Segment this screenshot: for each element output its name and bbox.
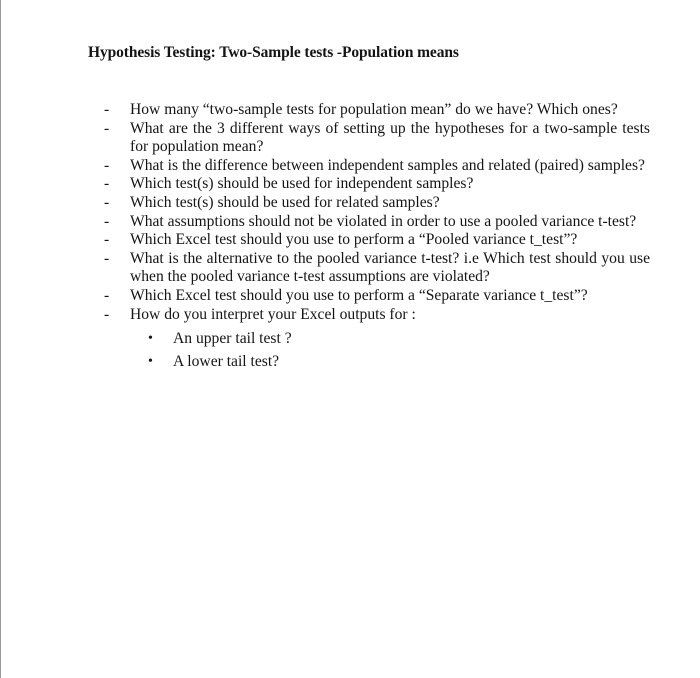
round-bullet: • [148,354,153,370]
sub-question-item [130,327,650,350]
question-item [104,250,650,287]
dash-bullet: - [104,175,110,193]
question-item [104,101,650,120]
dash-bullet: - [104,231,110,249]
question-list [104,101,650,373]
sub-question-item [130,350,650,373]
page-border [0,0,1,678]
question-text: What is the alternative to the pooled variance t-test? i.e Which test should you use when the pooled variance t-test assumptions are violated? [130,249,650,286]
question-text: Which test(s) should be used for independent samples? [130,175,474,193]
round-bullet: • [148,331,153,347]
question-item [104,231,650,250]
dash-bullet: - [104,101,110,118]
question-text: Which Excel test should you use to perform a “Separate variance t_test”? [130,286,588,304]
question-item [104,213,650,232]
question-item [104,194,650,213]
dash-bullet: - [104,286,110,304]
sub-question-text: A lower tail test? [173,353,280,371]
question-text: How do you interpret your Excel outputs for : [130,305,416,323]
question-text: How many “two-sample tests for population mean” do we have? Which ones? [130,101,618,118]
question-text: Which Excel test should you use to perform a “Pooled variance t_test”? [130,231,578,249]
document-title: Hypothesis Testing: Two-Sample tests -Population means [88,44,459,61]
question-item [104,287,650,306]
dash-bullet: - [104,249,110,267]
question-text: What is the difference between independent samples and related (paired) samples? [130,156,645,174]
question-item [104,306,650,374]
question-text: What are the 3 different ways of setting up the hypotheses for a two-sample tests for population mean? [130,119,650,156]
question-item [104,157,650,176]
question-text: What assumptions should not be violated in order to use a pooled variance t-test? [130,212,637,230]
dash-bullet: - [104,305,110,323]
dash-bullet: - [104,193,110,211]
dash-bullet: - [104,212,110,230]
question-item [104,120,650,157]
dash-bullet: - [104,119,110,137]
sub-question-text: An upper tail test ? [173,330,292,348]
question-text: Which test(s) should be used for related samples? [130,193,440,211]
dash-bullet: - [104,156,110,174]
sub-question-list [130,327,650,373]
question-item [104,175,650,194]
